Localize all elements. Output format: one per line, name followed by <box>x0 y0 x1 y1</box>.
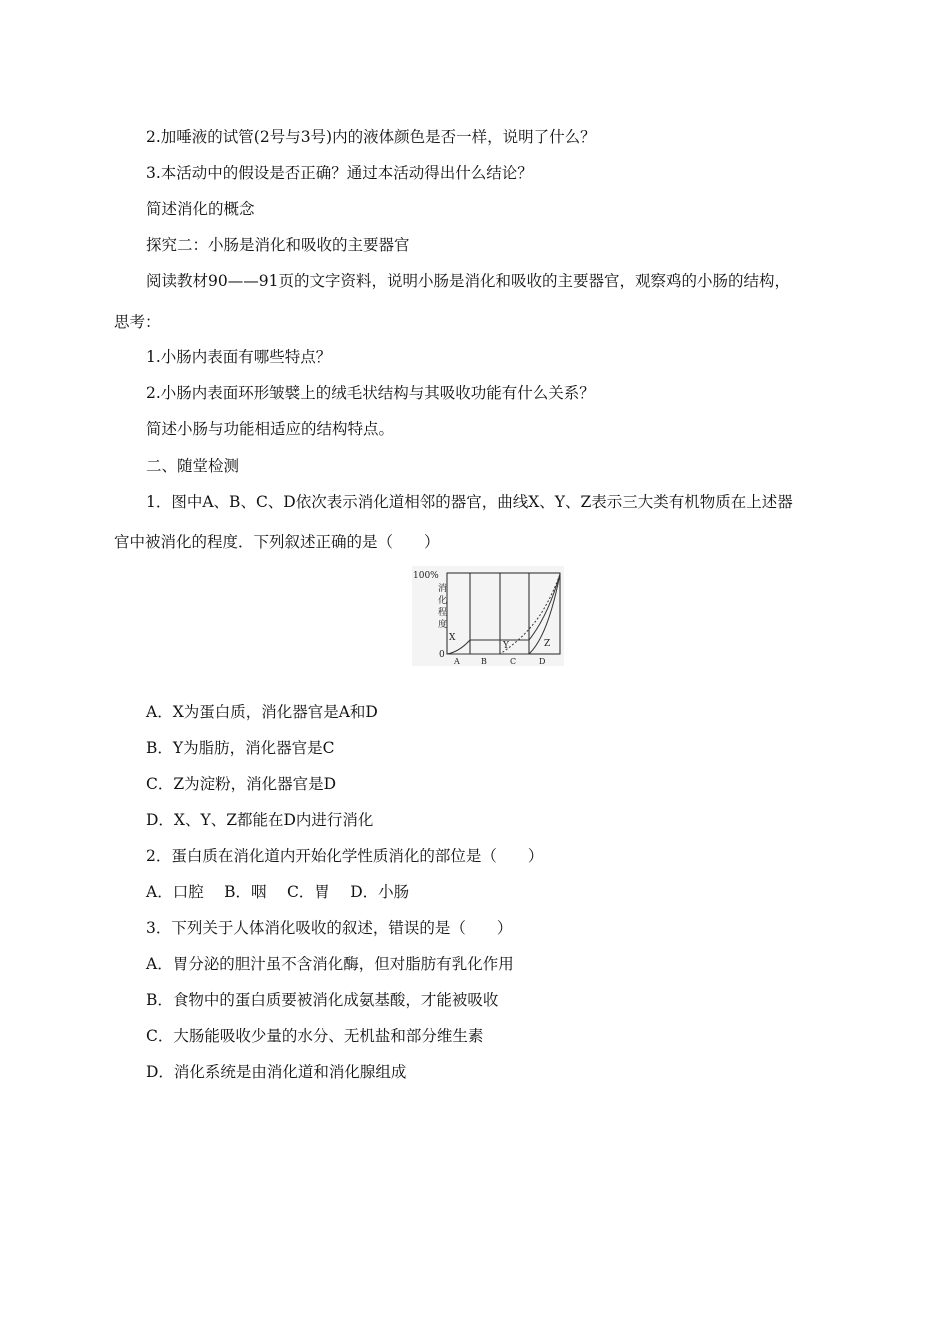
quiz-q1-option-c: C．Z为淀粉，消化器官是D <box>146 775 337 793</box>
digestion-degree-figure <box>412 566 564 666</box>
y-axis-char: 化 <box>438 596 448 606</box>
y-top-label: 100% <box>413 571 439 581</box>
quiz-q3-option-d: D．消化系统是由消化道和消化腺组成 <box>146 1063 407 1081</box>
curve-label-x: X <box>449 633 456 643</box>
curve-label-z: Z <box>544 639 551 649</box>
quiz-q3-option-c: C．大肠能吸收少量的水分、无机盐和部分维生素 <box>146 1027 484 1045</box>
explore2-heading: 探究二：小肠是消化和吸收的主要器官 <box>146 236 410 254</box>
quiz-q2-stem: 2．蛋白质在消化道内开始化学性质消化的部位是（ ） <box>146 847 544 865</box>
explore2-summary: 简述小肠与功能相适应的结构特点。 <box>146 420 395 438</box>
region-label-a: A <box>454 657 460 666</box>
quiz-q3-option-b: B．食物中的蛋白质要被消化成氨基酸，才能被吸收 <box>146 991 499 1009</box>
region-label-c: C <box>510 657 517 666</box>
quiz-heading: 二、随堂检测 <box>146 457 240 475</box>
curve-label-y: Y <box>503 641 509 651</box>
explore2-question-1: 1.小肠内表面有哪些特点？ <box>146 348 332 366</box>
explore2-question-2: 2.小肠内表面环形皱襞上的绒毛状结构与其吸收功能有什么关系？ <box>146 384 595 402</box>
region-label-d: D <box>539 657 546 666</box>
quiz-q1-stem-line1: 1．图中A、B、C、D依次表示消化道相邻的器官，曲线X、Y、Z表示三大类有机物质在上述器 <box>146 493 793 511</box>
quiz-q1-stem-line2: 官中被消化的程度．下列叙述正确的是（ ） <box>114 533 440 551</box>
explore2-intro-line2: 思考： <box>114 313 161 331</box>
quiz-q3-stem: 3．下列关于人体消化吸收的叙述，错误的是（ ） <box>146 919 513 937</box>
quiz-q2-options: A．口腔 B．咽 C．胃 D．小肠 <box>146 883 410 901</box>
question-2-text: 2.加唾液的试管(2号与3号)内的液体颜色是否一样，说明了什么？ <box>146 128 596 146</box>
quiz-q1-option-d: D．X、Y、Z都能在D内进行消化 <box>146 811 374 829</box>
explore2-intro-line1: 阅读教材90——91页的文字资料，说明小肠是消化和吸收的主要器官，观察鸡的小肠的结构， <box>146 272 790 290</box>
y-axis-char: 消 <box>438 584 448 594</box>
summary-digestion: 简述消化的概念 <box>146 200 255 218</box>
region-label-b: B <box>481 657 487 666</box>
quiz-q1-option-a: A．X为蛋白质，消化器官是A和D <box>146 703 378 721</box>
y-axis-char: 度 <box>438 620 448 630</box>
y-zero-label: 0 <box>439 650 445 660</box>
y-axis-char: 程 <box>438 608 448 618</box>
quiz-q1-option-b: B．Y为脂肪，消化器官是C <box>146 739 335 757</box>
question-3-text: 3.本活动中的假设是否正确？通过本活动得出什么结论？ <box>146 164 533 182</box>
figure-background <box>412 566 564 666</box>
quiz-q3-option-a: A．胃分泌的胆汁虽不含消化酶，但对脂肪有乳化作用 <box>146 955 514 973</box>
